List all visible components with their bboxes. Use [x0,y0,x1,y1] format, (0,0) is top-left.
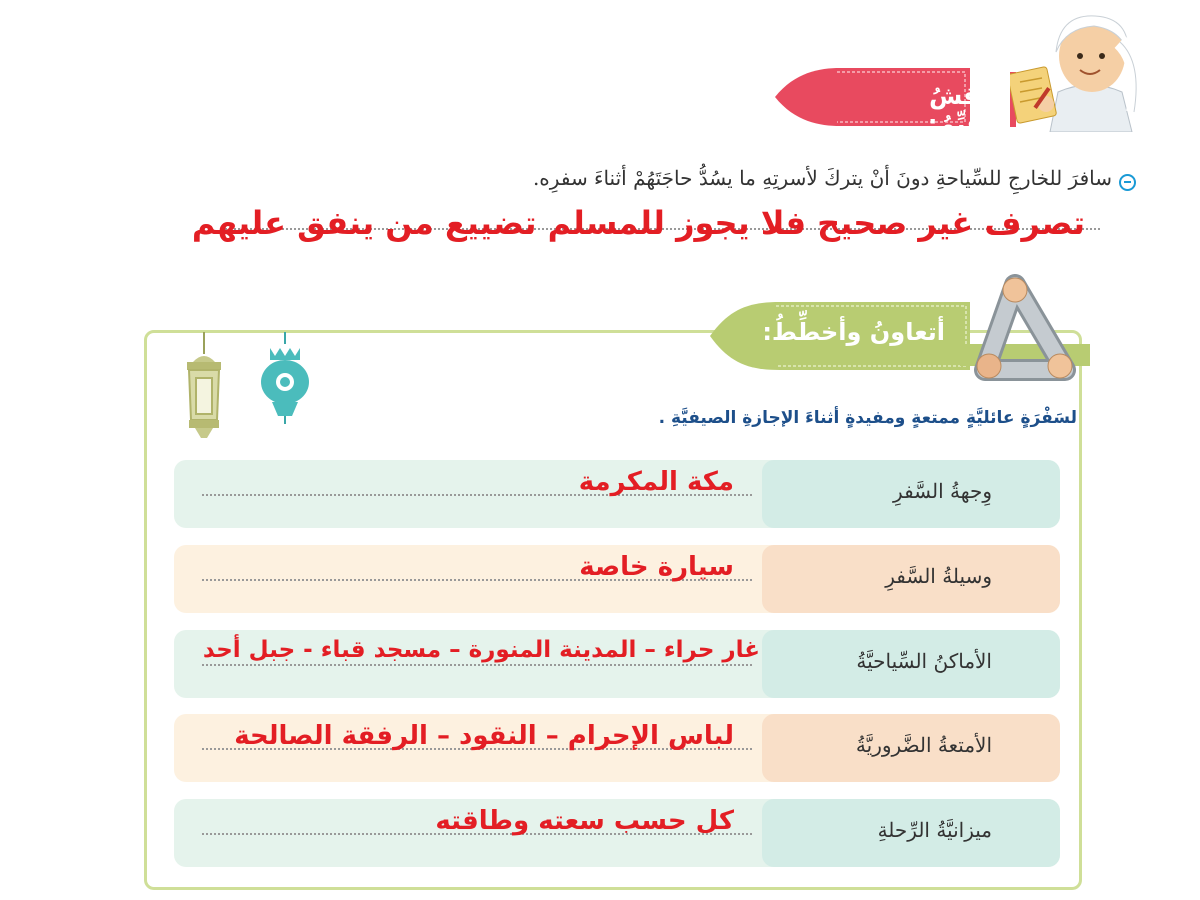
lantern-gold-icon [183,332,225,442]
plan-row-places [174,630,1060,698]
row-answer: مكة المكرمة [578,467,734,497]
row-answer: لباس الإحرام – النقود – الرفقة الصالحة [234,721,734,751]
row-answer: سيارة خاصة [579,552,734,582]
row-label: وسيلةُ السَّفرِ [885,564,992,588]
row-answer: كل حسب سعته وطاقته [435,806,734,836]
bullet-icon [1119,174,1136,191]
lantern-teal-icon [258,332,312,424]
plan-row-budget [174,799,1060,867]
row-answer: غار حراء – المدينة المنورة – مسجد قباء - جبل أحد [202,637,760,663]
plan-row-luggage [174,714,1060,782]
plan-row-transport [174,545,1060,613]
row-label: الأماكنُ السِّياحيَّةُ [856,649,992,673]
question-text: سافرَ للخارجِ للسِّياحةِ دونَ أنْ يتركَ لأسرتِهِ ما يسُدُّ حاجَتَهُمْ أثناءَ سفرِه. [532,166,1112,190]
boy-writing-illustration [1010,12,1165,132]
plan-row-destination [174,460,1060,528]
row-label: الأمتعةُ الضَّروريَّةُ [855,733,992,757]
section1-title: أناقشُ وأقيِّمُ: [927,82,1005,138]
row-label: ميزانيَّةُ الرِّحلةِ [877,818,992,842]
row-label: وِجهةُ السَّفرِ [893,479,992,503]
section2-title: أتعاونُ وأخطِّطُ: [762,318,945,346]
answer-line [202,664,752,666]
teamwork-hands-illustration [955,270,1085,385]
instruction-text: لسَفْرَةٍ عائليَّةٍ ممتعةٍ ومفيدةٍ أثناءَ الإجازةِ الصيفيَّةِ . [658,408,1077,428]
section1-answer: تصرف غير صحيح فلا يجوز للمسلم تضييع من ينفق عليهم [191,204,1085,242]
